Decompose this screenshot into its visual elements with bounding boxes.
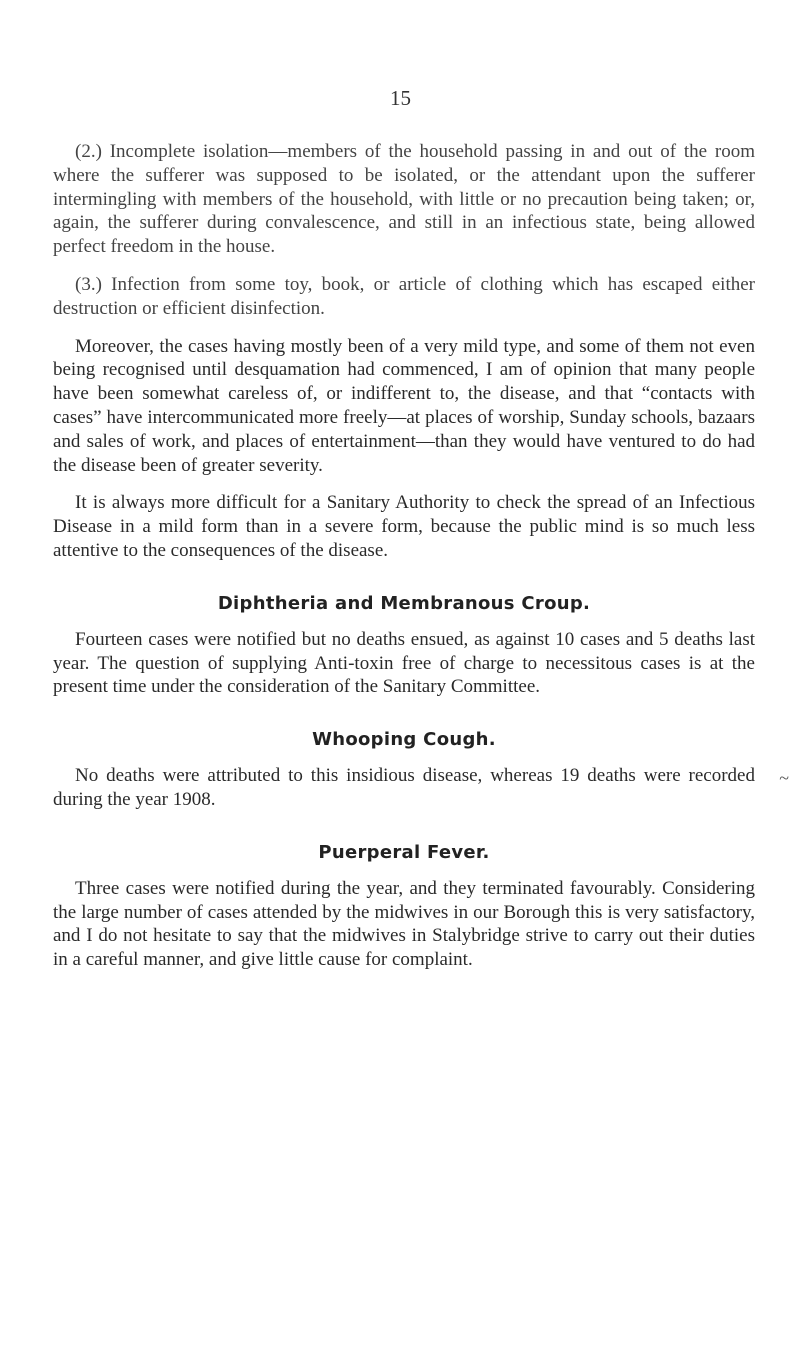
paragraph-diphtheria: Fourteen cases were notified but no deaths ensued, as against 10 cases and 5 deaths last year. The question of supplying Anti-toxin free of charge to necessitous cases is at the present time under the consideration of the Sanitary Committee.: [53, 628, 755, 698]
page-body: [53, 140, 755, 972]
paragraph-infection-from-article: (3.) Infection from some toy, book, or article of clothing which has escaped either destruction or efficient disinfection.: [53, 273, 755, 319]
paragraph-incomplete-isolation: (2.) Incomplete isolation—members of the household passing in and out of the room where the sufferer was supposed to be isolated, or the attendant upon the sufferer intermingling with members of the household, with little or no precaution being taken; or, again, the sufferer during convalescence, and still in an infectious state, being allowed perfect freedom in the house.: [53, 141, 755, 258]
heading-whooping-cough: Whooping Cough.: [312, 729, 496, 751]
paragraph-whooping-cough: No deaths were attributed to this insidious disease, whereas 19 deaths were recorded during the year 1908.: [53, 765, 755, 810]
paragraph-mild-cases: Moreover, the cases having mostly been of a very mild type, and some of them not even being recognised until desquamation had commenced, I am of opinion that many people have been somewhat careless of, or indifferent to, the disease, and that “contacts with cases” have intercommunicated more freely—at places of worship, Sunday schools, bazaars and sales of work, and places of entertainment—than they would have ventured to do had the disease been of greater severity.: [53, 335, 755, 476]
paragraph-puerperal-fever: Three cases were notified during the year, and they terminated favourably. Considering the large number of cases attended by the midwives in our Borough this is very satisfactory, and I do not hesitate to say that the midwives in Stalybridge strive to carry out their duties in a careful manner, and give little cause for complaint.: [53, 877, 755, 971]
heading-puerperal-fever: Puerperal Fever.: [318, 841, 490, 863]
margin-mark: ~: [779, 768, 789, 788]
heading-diphtheria: Diphtheria and Membranous Croup.: [217, 592, 591, 614]
paragraph-sanitary-authority: It is always more difficult for a Sanitary Authority to check the spread of an Infectious Disease in a mild form than in a severe form, because the public mind is so much less attentive to the consequences of the disease.: [53, 492, 755, 561]
page-number: 15: [390, 86, 411, 110]
